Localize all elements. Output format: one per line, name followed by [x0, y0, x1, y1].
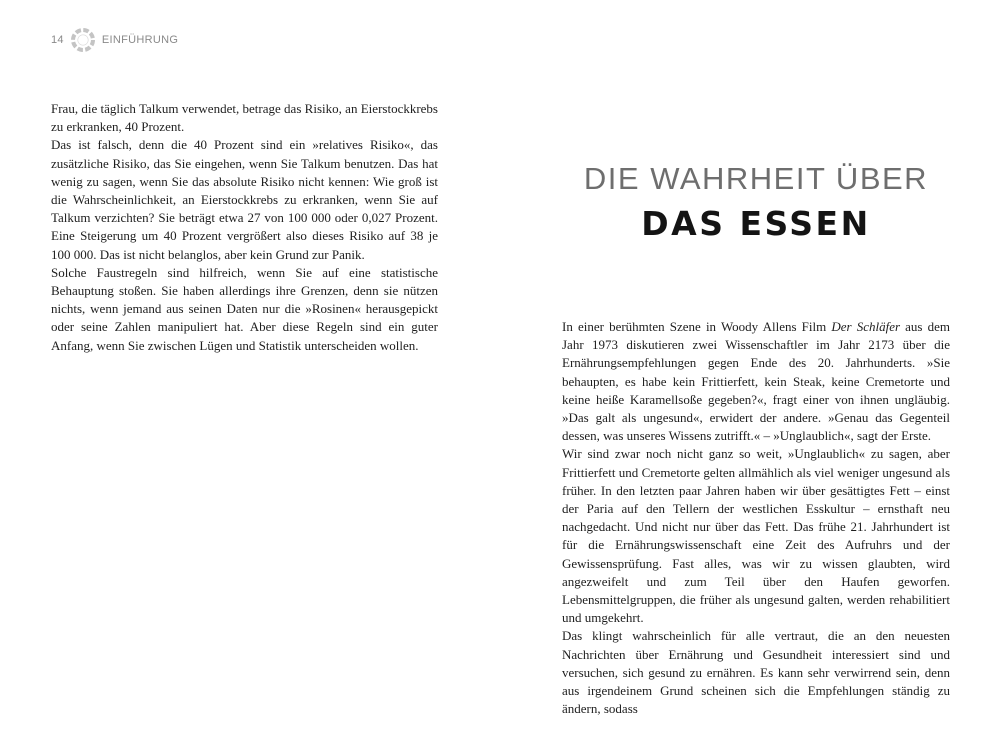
intro-paragraph [562, 318, 950, 445]
right-page-text [562, 318, 950, 718]
left-page-text [51, 100, 438, 355]
intro-text-start: In einer berühmten Szene in Woody Allens Film [562, 319, 832, 334]
intro-text-end: aus dem Jahr 1973 diskutieren zwei Wissenschaftler im Jahr 2173 über die Ernährungsempfehlungen gegen Ende des 20. Jahrhunderts. »Sie behaupten, es habe kein Frittierfett, kein Steak, keine Cremetorte und keine heiße Karamellsoße gegeben?«, fragt einer von ihnen ungläubig. »Das galt als ungesund«, erwidert der andere. »Genau das Gegenteil dessen, was unseres Wissens zutrifft.« – »Unglaublich«, sagt der Erste. [562, 319, 950, 444]
paragraph: Das klingt wahrscheinlich für alle vertraut, die an den neuesten Nachrichten über Ernährung und Gesundheit interessiert sind und versuchen, sich gesund zu ernähren. Es kann sehr verwirrend sein, denn aus irgendeinem Grund scheinen sich die Empfehlungen ständig zu ändern, sodass [562, 628, 950, 717]
ring-logo-icon [71, 28, 95, 52]
paragraph: Das ist falsch, denn die 40 Prozent sind ein »relatives Risiko«, das zusätzliche Risiko, das Sie eingehen, wenn Sie Talkum benutzen. Das hat wenig zu sagen, wenn Sie das absolute Risiko nicht kennen: Wie groß ist die Wahrscheinlichkeit, an Eierstockkrebs zu erkranken, wenn Sie auf Talkum verzichten? Sie beträgt etwa 27 von 100 000 oder 0,027 Prozent. Eine Steigerung um 40 Prozent vergrößert also dieses Risiko auf 38 je 100 000. Das ist nicht belanglos, aber kein Grund zur Panik. [51, 137, 438, 262]
section-title: EINFÜHRUNG [101, 34, 179, 46]
paragraph: Wir sind zwar noch nicht ganz so weit, »Unglaublich« zu sagen, aber Frittierfett und Cremetorte gelten allmählich als viel weniger ungesund als früher. In den letzten paar Jahren haben wir über gesättigtes Fett – einst der Paria auf den Tellern der westlichen Esskultur – ernsthaft neu nachgedacht. Und nicht nur über das Fett. Das frühe 21. Jahrhundert ist für die Ernährungswissenschaft eine Zeit des Aufruhrs und der Gewissensprüfung. Fast alles, was wir zu wissen glaubten, wird angezweifelt und zum Teil über den Haufen geworfen. Lebensmittelgruppen, die früher als ungesund galten, werden rehabilitiert und umgekehrt. [562, 446, 950, 626]
paragraph: Frau, die täglich Talkum verwendet, betrage das Risiko, an Eierstockkrebs zu erkranken, 40 Prozent. [51, 101, 438, 135]
chapter-title-line-2: DAS ESSEN [641, 204, 871, 243]
running-header [51, 28, 178, 52]
paragraph: Solche Faustregeln sind hilfreich, wenn Sie auf eine statistische Behauptung stoßen. Sie haben allerdings ihre Grenzen, denn sie nützen nichts, wenn jemand aus seinen Daten nur die »Rosinen« herausgepickt oder seine Zahlen manipuliert hat. Aber diese Regeln sind ein guter Anfang, wenn Sie zwischen Lügen und Statistik unterscheiden wollen. [51, 264, 438, 353]
film-title: Der Schläfer [831, 319, 901, 334]
chapter-title-line-1: DIE WAHRHEIT ÜBER [583, 161, 929, 196]
page-number: 14 [51, 34, 64, 46]
chapter-title [562, 158, 950, 246]
